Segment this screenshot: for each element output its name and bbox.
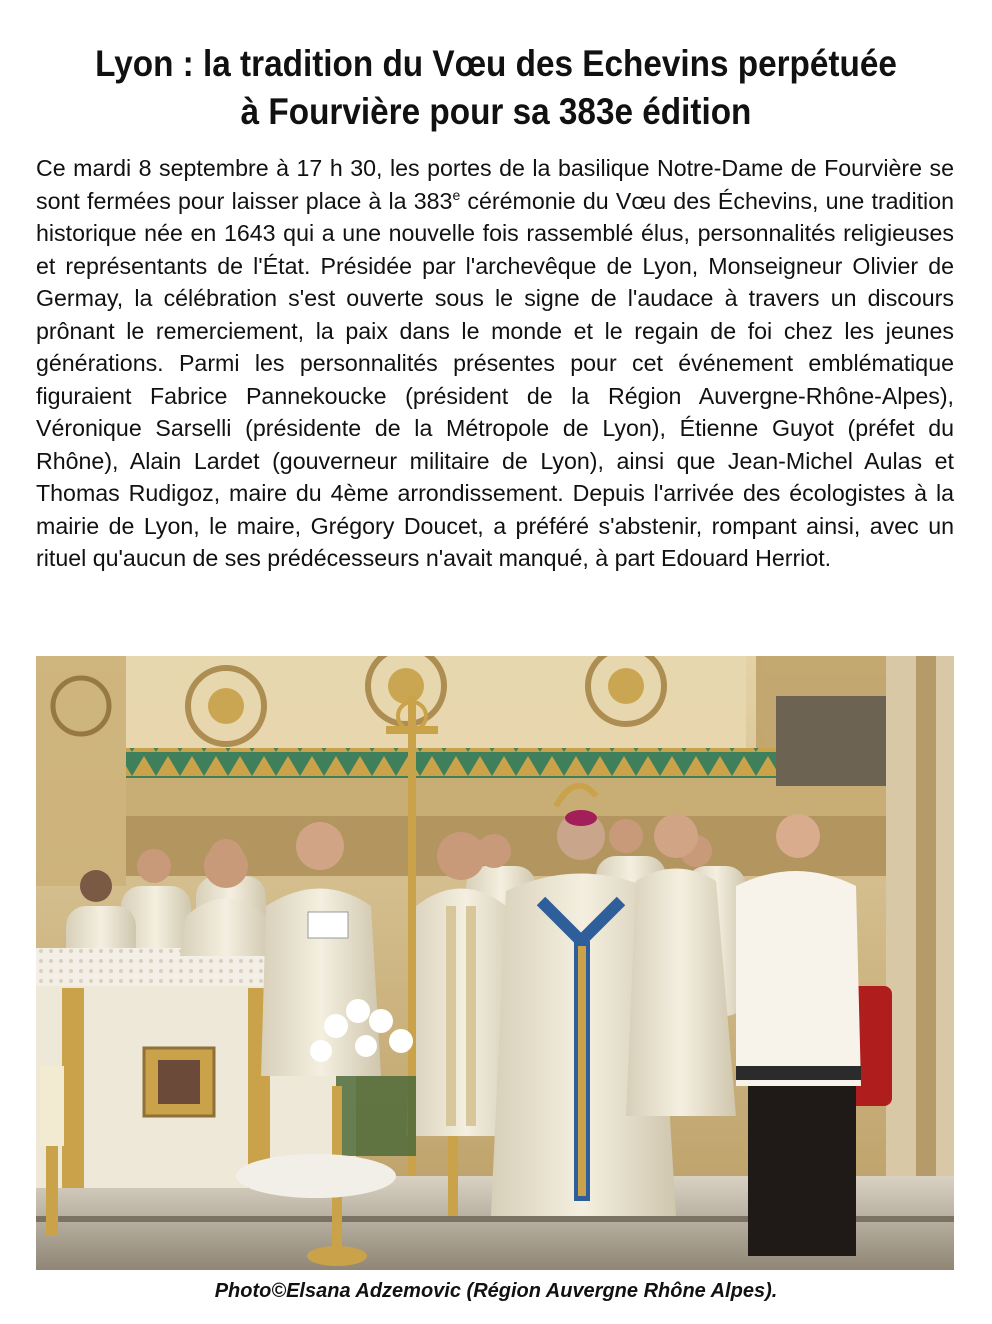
ceremony-photo: [36, 656, 954, 1270]
ceremony-photo-illustration: [36, 656, 954, 1270]
article-body-part-2: cérémonie du Vœu des Échevins, une tradition historique née en 1643 qui a une nouvelle fois rassemblé élus, personnalités religieuses et représentants de l'État. Présidée par l'archevêque de Lyon, Monseigneur Olivier de Germay, la célébration s'est ouverte sous le signe de l'audace à travers un discours prônant le remerciement, la paix dans le monde et le regain de foi chez les jeunes générations. Parmi les personnalités présentes pour cet événement emblématique figuraient Fabrice Pannekoucke (président de la Région Auvergne-Rhône-Alpes), Véronique Sarselli (présidente de la Métropole de Lyon), Étienne Guyot (préfet du Rhône), Alain Lardet (gouverneur militaire de Lyon), ainsi que Jean-Michel Aulas et Thomas Rudigoz, maire du 4ème arrondissement. Depuis l'arrivée des écologistes à la mairie de Lyon, le maire, Grégory Doucet, a préféré s'abstenir, rompant ainsi, avec un rituel qu'aucun de ses prédécesseurs n'avait manqué, à part Edouard Herriot.: [36, 187, 954, 571]
article-title-line-1: Lyon : la tradition du Vœu des Echevins perpétuée: [95, 43, 897, 84]
article-title: [68, 40, 925, 136]
white-cushion: [236, 1154, 396, 1198]
mosaic-frieze: [126, 748, 846, 778]
zucchetto: [565, 810, 597, 826]
article-body: [36, 152, 954, 575]
ordinal-superscript: e: [452, 186, 461, 203]
photo-caption: Photo©Elsana Adzemovic (Région Auvergne Rhône Alpes).: [214, 1280, 778, 1302]
article-body-part-1: Ce mardi 8 septembre à 17 h 30, les portes de la basilique Notre-Dame de Fourvière se sont fermées pour laisser place à la 383: [36, 155, 954, 214]
article-title-line-2: à Fourvière pour sa 383e édition: [240, 91, 752, 132]
